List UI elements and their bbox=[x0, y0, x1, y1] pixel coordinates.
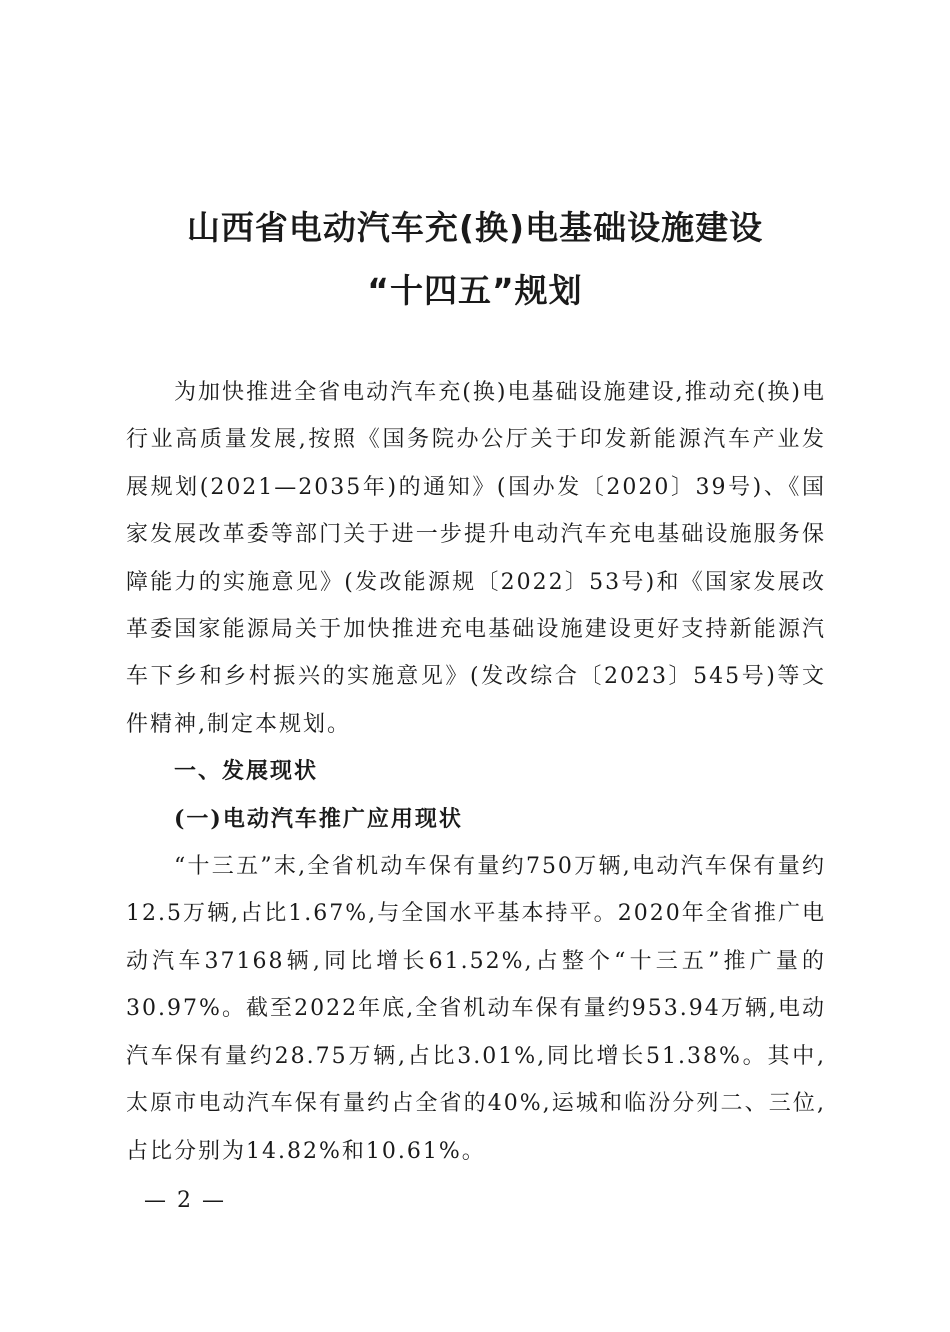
subsection-heading: (一)电动汽车推广应用现状 bbox=[174, 805, 463, 832]
document-title-line2: “十四五”规划 bbox=[367, 271, 583, 310]
page-number: — 2 — bbox=[144, 1188, 226, 1213]
document-title-line1: 山西省电动汽车充(换)电基础设施建设 bbox=[186, 208, 764, 247]
section-heading: 一、发展现状 bbox=[174, 759, 319, 785]
intro-paragraph: 为加快推进全省电动汽车充(换)电基础设施建设,推动充(换)电行业高质量发展,按照《国务院办公厅关于印发新能源汽车产业发展规划(2021—2035年)的通知》(国办发〔2020〕39号)、《国家发展改革委等部门关于进一步提升电动汽车充电基础设施服务保障能力的实施意见》(发改能源规〔2022〕53号)和《国家发展改革委国家能源局关于加快推进充电基础设施建设更好支持新能源汽车下乡和乡村振兴的实施意见》(发改综合〔2023〕545号)等文件精神,制定本规划。 bbox=[126, 380, 826, 737]
document-body bbox=[126, 369, 826, 1175]
subsection-paragraph: “十三五”末,全省机动车保有量约750万辆,电动汽车保有量约12.5万辆,占比1.67%,与全国水平基本持平。2020年全省推广电动汽车37168辆,同比增长61.52%,占整个“十三五”推广量的30.97%。截至2022年底,全省机动车保有量约953.94万辆,电动汽车保有量约28.75万辆,占比3.01%,同比增长51.38%。其中,太原市电动汽车保有量约占全省的40%,运城和临汾分列二、三位,占比分别为14.82%和10.61%。 bbox=[126, 854, 826, 1164]
